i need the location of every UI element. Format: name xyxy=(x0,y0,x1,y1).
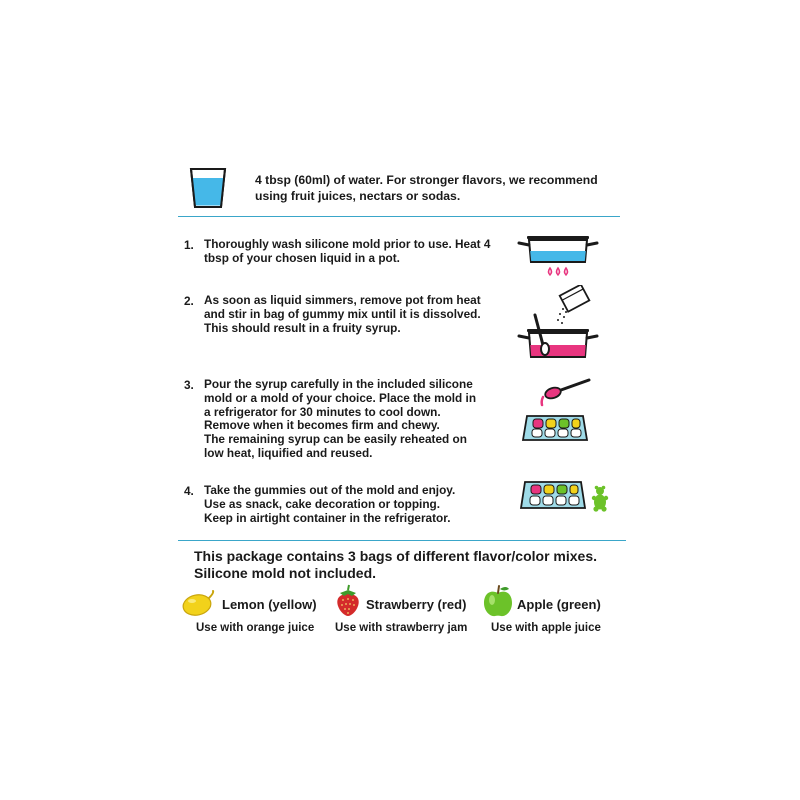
step-4-text xyxy=(204,484,455,525)
intro-line-1: 4 tbsp (60ml) of water. For stronger flavors, we recommend xyxy=(255,173,598,187)
step-2-line: and stir in bag of gummy mix until it is dissolved. xyxy=(204,306,481,321)
divider-top xyxy=(178,216,620,217)
step-3-number: 3. xyxy=(184,378,194,392)
step-1-number: 1. xyxy=(184,238,194,252)
mold-with-gummy-bear-icon xyxy=(517,478,613,518)
pot-heating-icon xyxy=(517,232,599,280)
flavor-lemon-name: Lemon (yellow) xyxy=(222,597,317,612)
flavor-lemon-use: Use with orange juice xyxy=(196,622,315,634)
strawberry-icon xyxy=(334,584,362,618)
step-3-line: low heat, liquified and reused. xyxy=(204,445,373,460)
step-4-line: Keep in airtight container in the refrigerator. xyxy=(204,510,451,525)
step-2-number: 2. xyxy=(184,294,194,308)
step-2-line: As soon as liquid simmers, remove pot from heat xyxy=(204,293,481,307)
apple-icon xyxy=(482,584,514,618)
step-2-line: This should result in a fruity syrup. xyxy=(204,320,401,335)
step-4-number: 4. xyxy=(184,484,194,498)
package-line-2: Silicone mold not included. xyxy=(194,564,377,581)
package-line-1: This package contains 3 bags of different flavor/color mixes. xyxy=(194,548,597,564)
water-glass-icon xyxy=(188,166,228,210)
step-3-line: mold or a mold of your choice. Place the mold in xyxy=(204,390,477,405)
step-4-line: Use as snack, cake decoration or topping. xyxy=(204,496,441,511)
step-3-line: Remove when it becomes firm and chewy. xyxy=(204,418,440,433)
flavor-apple-use: Use with apple juice xyxy=(491,622,601,634)
intro-text xyxy=(255,172,615,204)
step-1-line: tbsp of your chosen liquid in a pot. xyxy=(204,250,400,265)
step-3-line: The remaining syrup can be easily reheated on xyxy=(204,432,467,447)
divider-bottom xyxy=(178,540,626,541)
step-2-text xyxy=(204,294,481,335)
step-3-line: Pour the syrup carefully in the included silicone xyxy=(204,377,473,391)
step-4-line: Take the gummies out of the mold and enjoy. xyxy=(204,483,456,497)
step-3-text xyxy=(204,378,476,461)
flavor-strawberry-name: Strawberry (red) xyxy=(366,597,467,612)
step-1-text xyxy=(204,238,490,266)
flavor-apple-name: Apple (green) xyxy=(517,597,601,612)
flavor-strawberry-use: Use with strawberry jam xyxy=(335,622,468,634)
step-3-line: a refrigerator for 30 minutes to cool down. xyxy=(204,404,441,419)
spoon-pour-mold-icon xyxy=(517,376,595,448)
lemon-icon xyxy=(180,590,216,618)
pot-stirring-mix-icon xyxy=(517,285,599,363)
step-1-line: Thoroughly wash silicone mold prior to use. Heat 4 xyxy=(204,237,491,251)
package-info xyxy=(194,548,597,581)
intro-line-2: using fruit juices, nectars or sodas. xyxy=(255,189,461,203)
